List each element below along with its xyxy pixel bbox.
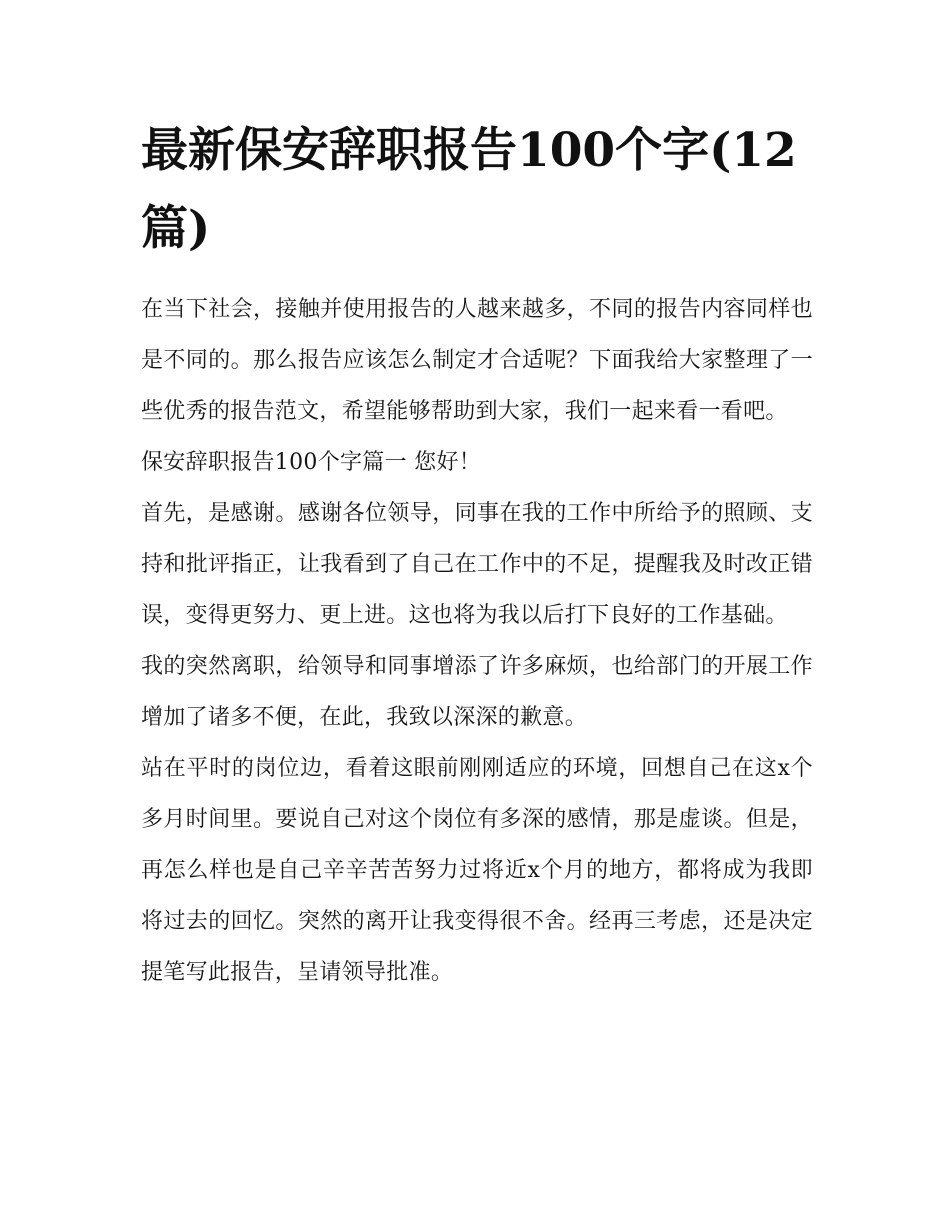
- document-title: 最新保安辞职报告100个字(12篇): [141, 123, 797, 256]
- document-body: [141, 284, 813, 998]
- document-page: [141, 112, 813, 998]
- body-paragraph: 我的突然离职，给领导和同事增添了许多麻烦，也给部门的开展工作增加了诸多不便，在此，我致以深深的歉意。: [141, 654, 813, 730]
- section-heading-paragraph: 保安辞职报告100个字篇一 您好！: [141, 450, 482, 475]
- body-paragraph: 首先，是感谢。感谢各位领导，同事在我的工作中所给予的照顾、支持和批评指正，让我看到了自己在工作中的不足，提醒我及时改正错误，变得更努力、更上进。这也将为我以后打下良好的工作基础。: [141, 501, 813, 628]
- body-paragraph: 站在平时的岗位边，看着这眼前刚刚适应的环境，回想自己在这x个多月时间里。要说自己对这个岗位有多深的感情，那是虚谈。但是，再怎么样也是自己辛辛苦苦努力过将近x个月的地方，都将成为我即将过去的回忆。突然的离开让我变得很不舍。经再三考虑，还是决定提笔写此报告，呈请领导批准。: [141, 756, 813, 985]
- intro-paragraph: 在当下社会，接触并使用报告的人越来越多，不同的报告内容同样也是不同的。那么报告应该怎么制定才合适呢？下面我给大家整理了一些优秀的报告范文，希望能够帮助到大家，我们一起来看一看吧。: [141, 297, 813, 424]
